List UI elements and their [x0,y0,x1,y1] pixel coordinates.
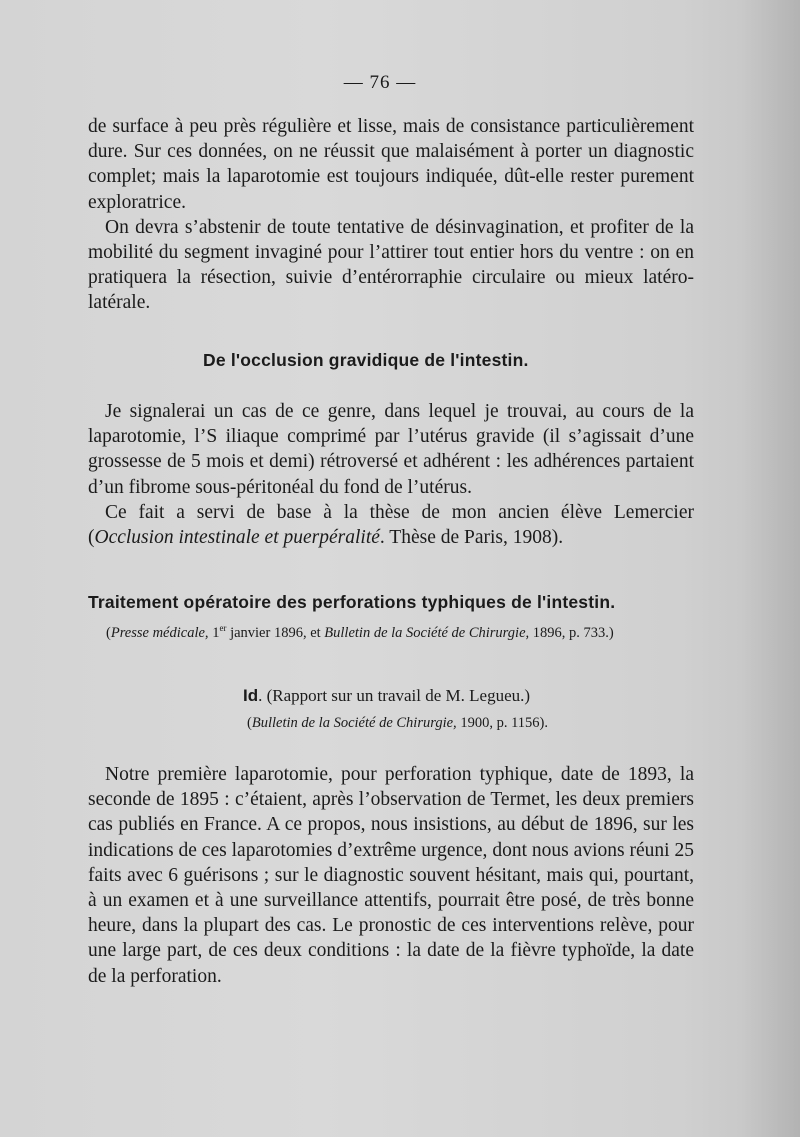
paragraph: On devra s’abstenir de toute tentative de désinvagination, et profiter de la mobilité du segment invaginé pour l’attirer tout entier hors du ventre : on en pratiquera la résection, suivie d’entérorraphie circulaire ou mieux latéro-latérale. [88,216,694,314]
section-heading-perforations: Traitement opératoire des perforations typhiques de l'intestin. [88,592,616,612]
bibliographic-reference: (Presse médicale, 1er janvier 1896, et Bulletin de la Société de Chirurgie, 1896, p. 733.) [106,623,614,641]
id-subheading [243,686,530,706]
text-block-occlusion [88,399,694,550]
journal-name: Bulletin de la Société de Chirurgie, [251,715,457,731]
paragraph: Notre première laparotomie, pour perforation typhique, date de 1893, la seconde de 1895 : c’étaient, après l’observation de Termet, les deux premiers cas publiés en France. A ce propos, nous insistions, au début de 1896, sur les indications de ces laparotomies d’extrême urgence, dont nous avions réuni 25 faits avec 6 guérisons ; sur le diagnostic souvent hésitant, mais qui, pourtant, à un examen et à une surveillance attentifs, pourrait être posé, de très bonne heure, dans la plupart des cas. Le pronostic de ces interventions relève, pour une large part, de ces deux conditions : la date de la fièvre typhoïde, la date de la perforation. [88,764,694,987]
ordinal-suffix: er [219,623,227,633]
page-edge-shadow [740,0,800,1137]
paragraph-text: Ce fait a servi de base à la thèse de mon ancien élève Lemercier ( [88,501,694,549]
reference-day: 1 [212,624,220,641]
reference-pages: 1900, p. 1156 [460,715,540,731]
bibliographic-reference: (Bulletin de la Société de Chirurgie, 1900, p. 1156). [247,715,548,731]
text-block-perforations [88,762,694,989]
italic-title: Occlusion intestinale et puerpéralité [94,527,380,549]
id-text: . (Rapport sur un travail de M. Legueu.) [258,686,531,705]
journal-name: Presse médicale, [110,624,209,641]
paragraph [88,500,694,550]
paragraph: Je signalerai un cas de ce genre, dans lequel je trouvai, au cours de la laparotomie, l’S iliaque comprimé par l’utérus gravide (il s’agissait d’une grossesse de 5 mois et demi) rétroversé et adhérent : les adhérences partaient d’un fibrome sous-péritonéal du fond de l’utérus. [88,401,694,498]
text-block-intro [88,114,694,316]
paragraph: de surface à peu près régulière et lisse, mais de consistance particulièrement dure. Sur ces données, on ne réussit que malaisément à porter un diagnostic complet; mais la laparotomie est toujours indiquée, dût-elle rester purement exploratrice. [88,116,694,213]
journal-name: Bulletin de la Société de Chirurgie, [324,624,530,641]
paragraph-text: . Thèse de Paris, 1908). [379,527,564,549]
reference-date: janvier 1896, et [230,624,321,641]
id-label: Id [243,686,259,705]
reference-pages: 1896, p. 733. [532,624,609,641]
section-heading-occlusion: De l'occlusion gravidique de l'intestin. [203,350,529,370]
page-number: — 76 — [343,72,417,93]
